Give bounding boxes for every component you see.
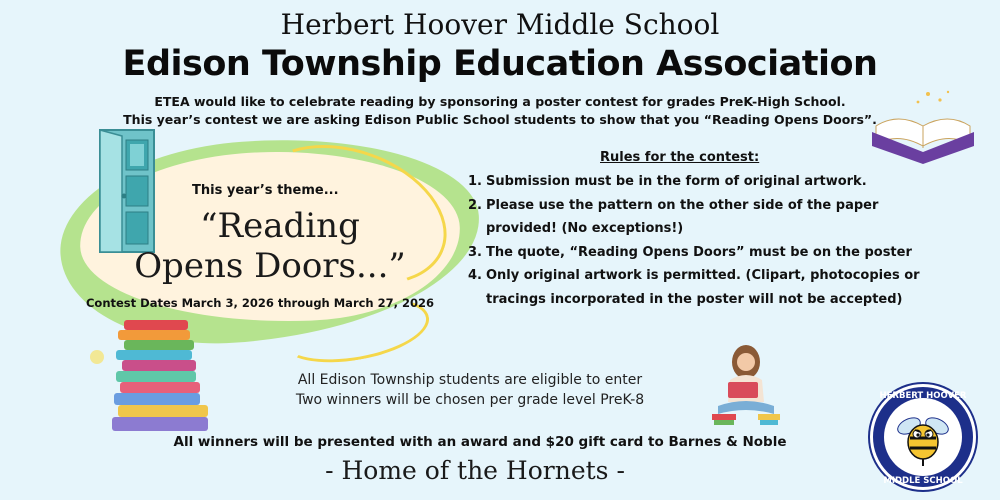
rule-text: Only original artwork is permitted. (Clipart, photocopies or tracings incorporated in the poster will not be accepted) [486,268,920,307]
rule-number: 1. [468,174,482,189]
rule-item [462,264,922,311]
rules-list [462,170,922,311]
school-name: Herbert Hoover Middle School [280,8,720,41]
eligibility-line-1: All Edison Township students are eligible to enter [297,372,643,388]
eligibility-line-2: Two winners will be chosen per grade level PreK-8 [295,392,645,408]
intro-line-2: This year’s contest we are asking Edison Public School students to show that you “Reading Opens Doors”. [123,112,877,127]
girl-reading-icon [708,340,784,426]
theme-intro: This year’s theme... [192,183,339,198]
rule-number: 2. [468,197,482,213]
rules-title: Rules for the contest: [600,150,760,165]
logo-top-text: HERBERT HOOVER [879,391,967,401]
theme-quote-line-2: Opens Doors...” [134,246,406,286]
award-text: All winners will be presented with an award and $20 gift card to Barnes & Noble [173,434,787,450]
footer-slogan: - Home of the Hornets - [325,456,625,485]
open-book-icon [868,86,978,166]
book-stack-icon [110,318,220,438]
rule-number: 4. [468,268,482,283]
rule-text: The quote, “Reading Opens Doors” must be on the poster [486,244,912,260]
rule-item [462,194,922,241]
intro-line-1: ETEA would like to celebrate reading by sponsoring a poster contest for grades PreK-High School. [154,94,846,109]
logo-bottom-text: MIDDLE SCHOOL [883,476,963,486]
rule-number: 3. [468,244,482,260]
rule-item [462,170,922,194]
association-title: Edison Township Education Association [122,44,878,84]
hornet-icon [893,410,953,468]
rule-text: Submission must be in the form of original artwork. [486,174,867,189]
rule-item [462,241,922,265]
contest-dates: Contest Dates March 3, 2026 through March 27, 2026 [85,296,435,310]
theme-quote-line-1: “Reading [200,206,360,246]
sparkle-decoration [90,350,104,364]
rule-text: Please use the pattern on the other side of the paper provided! (No exceptions!) [486,197,879,236]
